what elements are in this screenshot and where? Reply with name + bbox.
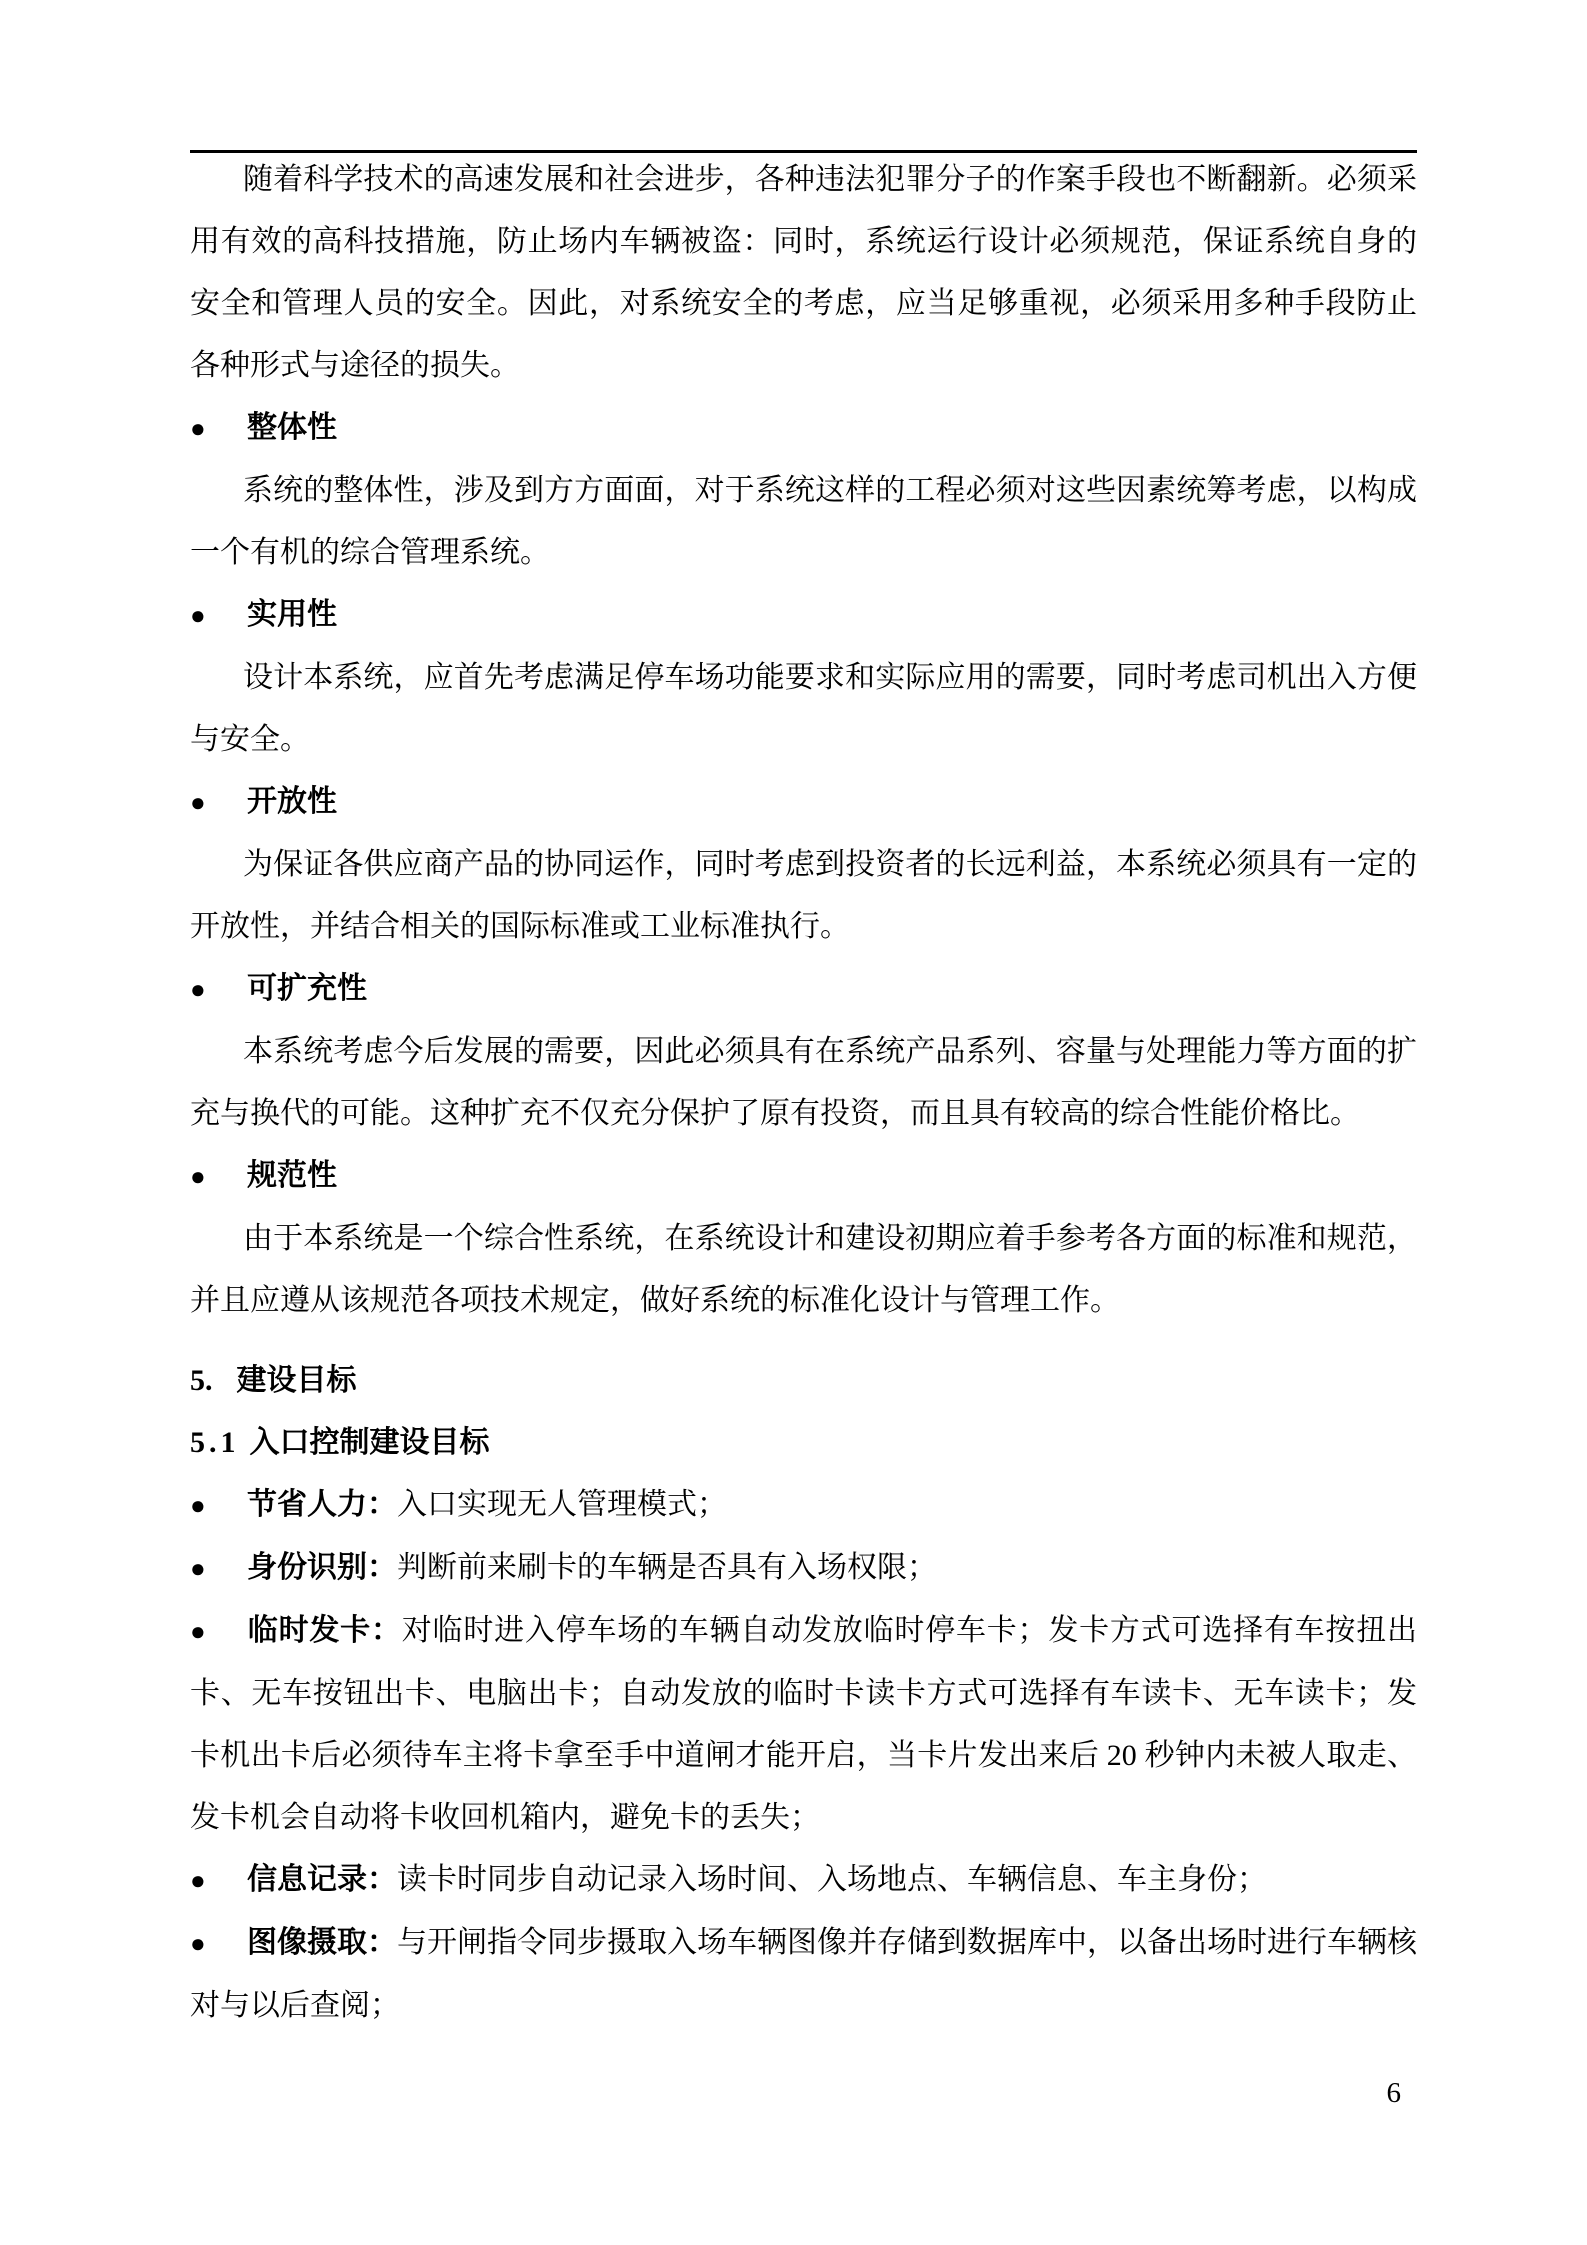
bullet-icon: ● bbox=[190, 1491, 206, 1520]
page-content bbox=[190, 149, 1417, 2037]
goal-label: 节省人力： bbox=[247, 1488, 397, 1521]
goal-label: 图像摄取： bbox=[247, 1926, 397, 1959]
goal-label: 信息记录： bbox=[247, 1863, 397, 1896]
principle-heading-openness bbox=[190, 771, 1417, 834]
bullet-icon: ● bbox=[190, 414, 206, 443]
goal-label: 临时发卡： bbox=[247, 1614, 402, 1647]
bullet-icon: ● bbox=[190, 1866, 206, 1895]
bullet-icon: ● bbox=[190, 601, 206, 630]
principle-heading-standardization bbox=[190, 1145, 1417, 1208]
subsection-title: 入口控制建设目标 bbox=[249, 1426, 490, 1459]
bullet-icon: ● bbox=[190, 1162, 206, 1191]
principle-body-standardization: 由于本系统是一个综合性系统，在系统设计和建设初期应着手参考各方面的标准和规范，并且应遵从该规范各项技术规定，做好系统的标准化设计与管理工作。 bbox=[190, 1222, 1417, 1317]
goal-label: 身份识别： bbox=[247, 1551, 397, 1584]
goal-text: 对临时进入停车场的车辆自动发放临时停车卡；发卡方式可选择有车按扭出卡、无车按钮出卡、电脑出卡；自动发放的临时卡读卡方式可选择有车读卡、无车读卡；发卡机出卡后必须待车主将卡拿至手中道闸才能开启，当卡片发出来后 20 秒钟内未被人取走、发卡机会自动将卡收回机箱内，避免卡的丢失； bbox=[190, 1614, 1418, 1834]
principle-title: 整体性 bbox=[247, 411, 337, 444]
principle-body-openness: 为保证各供应商产品的协同运作，同时考虑到投资者的长远利益，本系统必须具有一定的开放性，并结合相关的国际标准或工业标准执行。 bbox=[190, 848, 1417, 943]
principle-title: 实用性 bbox=[247, 598, 337, 631]
section-number: 5. bbox=[190, 1364, 213, 1397]
bullet-icon: ● bbox=[190, 788, 206, 817]
section-heading-construction-goals bbox=[190, 1350, 1417, 1412]
principle-title: 规范性 bbox=[247, 1159, 337, 1192]
subsection-number: 5.1 bbox=[190, 1426, 240, 1459]
goal-item-temporary-card bbox=[190, 1600, 1417, 1849]
principle-heading-integrity bbox=[190, 397, 1417, 460]
goal-item-image-capture bbox=[190, 1912, 1417, 2037]
bullet-icon: ● bbox=[190, 1554, 206, 1583]
goal-item-save-labor bbox=[190, 1474, 1417, 1537]
goal-text: 判断前来刷卡的车辆是否具有入场权限； bbox=[397, 1551, 937, 1584]
bullet-icon: ● bbox=[190, 975, 206, 1004]
intro-paragraph: 随着科学技术的高速发展和社会进步，各种违法犯罪分子的作案手段也不断翻新。必须采用有效的高科技措施，防止场内车辆被盗：同时，系统运行设计必须规范，保证系统自身的安全和管理人员的安全。因此，对系统安全的考虑，应当足够重视，必须采用多种手段防止各种形式与途径的损失。 bbox=[190, 163, 1417, 382]
bullet-icon: ● bbox=[190, 1929, 206, 1958]
principle-body-expandability: 本系统考虑今后发展的需要，因此必须具有在系统产品系列、容量与处理能力等方面的扩充与换代的可能。这种扩充不仅充分保护了原有投资，而且具有较高的综合性能价格比。 bbox=[190, 1035, 1417, 1130]
goal-text: 与开闸指令同步摄取入场车辆图像并存储到数据库中，以备出场时进行车辆核对与以后查阅； bbox=[190, 1926, 1417, 2022]
section-title: 建设目标 bbox=[236, 1364, 357, 1397]
bullet-icon: ● bbox=[190, 1617, 206, 1646]
goal-item-info-record bbox=[190, 1849, 1417, 1912]
goal-text: 入口实现无人管理模式； bbox=[397, 1488, 727, 1521]
principle-heading-expandability bbox=[190, 958, 1417, 1021]
principle-body-integrity: 系统的整体性，涉及到方方面面，对于系统这样的工程必须对这些因素统筹考虑，以构成一个有机的综合管理系统。 bbox=[190, 474, 1417, 569]
principle-heading-practicality bbox=[190, 584, 1417, 647]
subsection-heading-entrance-control bbox=[190, 1412, 1417, 1474]
principle-title: 可扩充性 bbox=[247, 972, 367, 1005]
goal-item-identity-recognition bbox=[190, 1537, 1417, 1600]
principle-body-practicality: 设计本系统，应首先考虑满足停车场功能要求和实际应用的需要，同时考虑司机出入方便与安全。 bbox=[190, 661, 1417, 756]
principle-title: 开放性 bbox=[247, 785, 337, 818]
page-number: 6 bbox=[1386, 2077, 1401, 2109]
goal-text: 读卡时同步自动记录入场时间、入场地点、车辆信息、车主身份； bbox=[397, 1863, 1267, 1896]
